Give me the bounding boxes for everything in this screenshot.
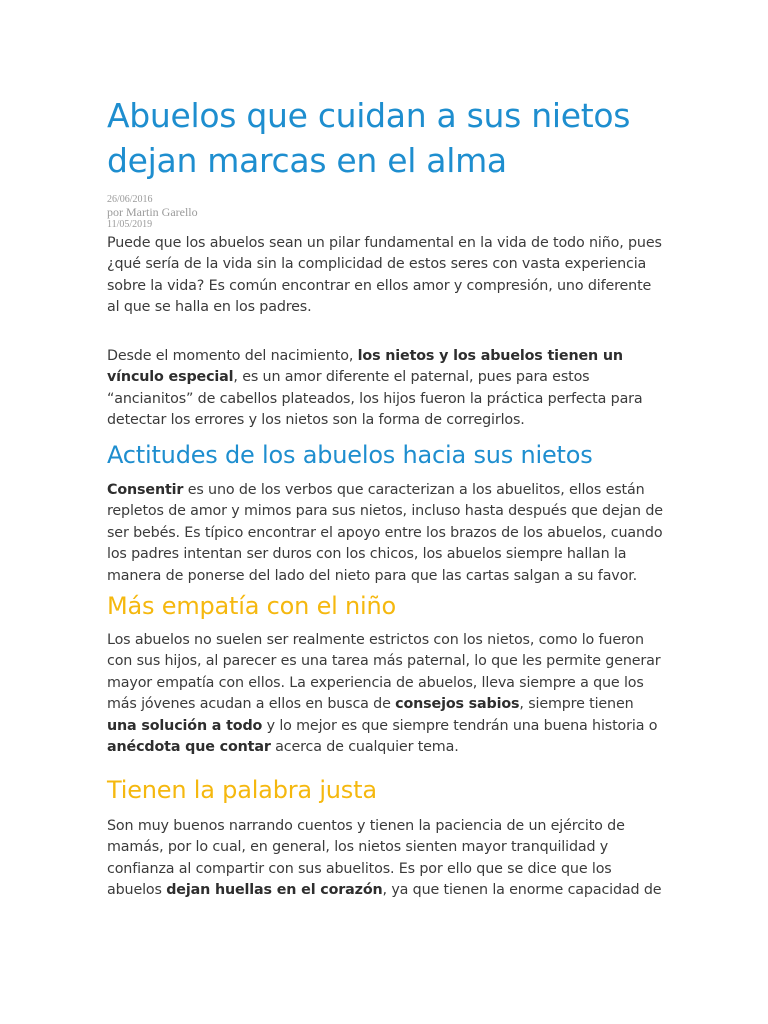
text-span: , siempre tienen — [519, 696, 634, 713]
bold-text: anécdota que contar — [107, 739, 271, 756]
bold-text: Consentir — [107, 482, 184, 498]
paragraph-stories — [107, 816, 667, 902]
text-span: Son muy buenos narrando cuentos y tienen la paciencia de un ejército de mamás, por lo cual, en general, los nietos sienten mayor tranquilidad y confianza al compartir con sus abuelitos. Es por ello que se dice que los abuelos — [107, 818, 625, 899]
published-date: 26/06/2016 — [107, 194, 153, 205]
section-heading-words: Tienen la palabra justa — [107, 776, 377, 804]
text-span: es uno de los verbos que caracterizan a los abuelitos, ellos están repletos de amor y mimos para sus nietos, incluso hasta después que dejan de ser bebés. Es típico encontrar el apoyo entre los brazos de los abuelos, cuando los padres intentan ser duros con los chicos, los abuelos siempre hallan la manera de ponerse del lado del nieto para que las cartas salgan a su favor. — [107, 482, 663, 584]
text-span: acerca de cualquier tema. — [270, 739, 459, 756]
paragraph-empathy — [107, 630, 667, 758]
text-span: y lo mejor es que siempre tendrán una buena historia o — [262, 717, 658, 734]
text-span: Desde el momento del nacimiento, — [107, 348, 358, 364]
bold-text: consejos sabios — [395, 696, 520, 713]
paragraph-consentir — [107, 480, 667, 587]
text-span: , ya que tienen la enorme capacidad de — [382, 882, 662, 899]
bold-text: los nietos y los abuelos tienen un vínculo especial — [107, 348, 623, 386]
bold-text: dejan huellas en el corazón — [166, 882, 383, 899]
article-meta — [107, 194, 198, 230]
section-heading-empathy: Más empatía con el niño — [107, 592, 397, 620]
author-byline: por Martin Garello — [107, 205, 198, 219]
updated-date: 11/05/2019 — [107, 219, 153, 230]
text-span: , es un amor diferente el paternal, pues para estos “ancianitos” de cabellos plateados, los hijos fueron la práctica perfecta para detectar los errores y los nietos son la forma de corregirlos. — [107, 369, 643, 429]
text-span: Los abuelos no suelen ser realmente estrictos con los nietos, como lo fueron con sus hijos, al parecer es una tarea más paternal, lo que les permite generar mayor empatía con ellos. La experiencia de abuelos, lleva siempre a que los más jóvenes acudan a ellos en busca de — [107, 632, 661, 713]
paragraph-birth — [107, 346, 667, 432]
section-heading-attitudes: Actitudes de los abuelos hacia sus nietos — [107, 441, 593, 469]
bold-text: una solución a todo — [107, 717, 263, 734]
article-title: Abuelos que cuidan a sus nietos dejan marcas en el alma — [107, 96, 631, 180]
paragraph-intro: Puede que los abuelos sean un pilar fundamental en la vida de todo niño, pues ¿qué sería de la vida sin la complicidad de estos seres con vasta experiencia sobre la vida? Es común encontrar en ellos amor y compresión, uno diferente al que se halla en los padres. — [107, 235, 662, 316]
